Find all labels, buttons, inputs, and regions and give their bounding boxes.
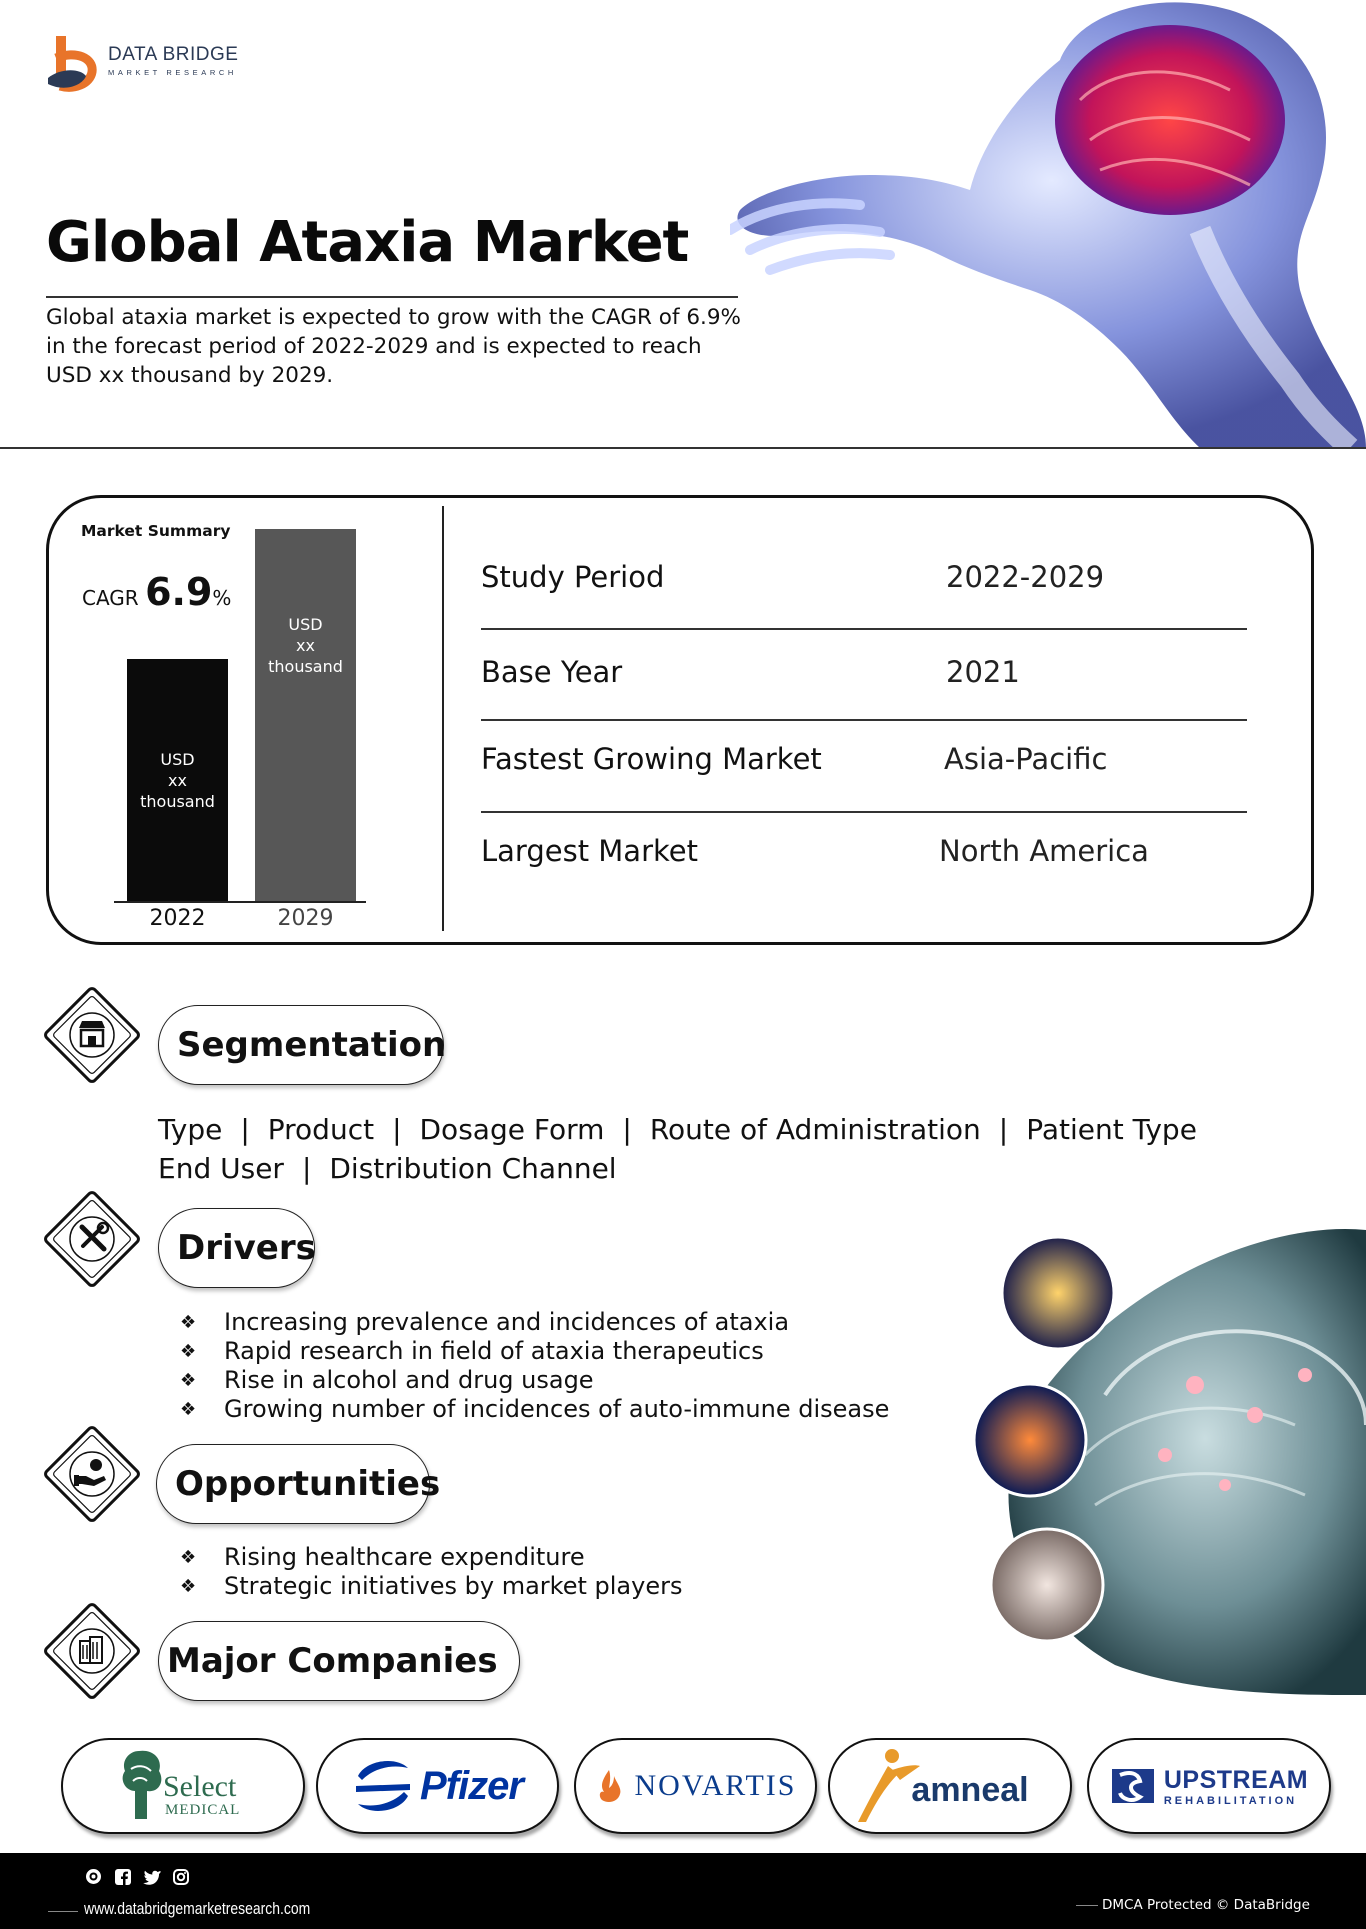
tools-icon [38,1185,146,1293]
brain-scan-illustration [965,1225,1366,1695]
novartis-name: NOVARTIS [634,1769,797,1802]
base-year-value: 2021 [946,655,1020,689]
page-title: Global Ataxia Market [46,210,689,275]
list-item: ❖ Strategic initiatives by market players [180,1572,682,1601]
title-underline [46,296,738,298]
company-logo-pfizer [316,1738,559,1834]
fastest-growing-market-value: Asia-Pacific [944,742,1108,776]
bar-chart-axis [114,901,366,903]
bar-2022-unit: thousand [140,791,215,811]
amneal-name: amneal [911,1770,1029,1809]
whatsapp-icon[interactable] [84,1867,103,1886]
list-item: ❖ Rise in alcohol and drug usage [180,1366,889,1395]
segment-product: Product [267,1113,375,1146]
bar-year-2029: 2029 [277,906,334,931]
bar-2029-unit: thousand [268,656,343,676]
website-link[interactable]: www.databridgemarketresearch.com [84,1899,311,1918]
largest-market-value: North America [939,834,1149,868]
market-summary-label: Market Summary [81,522,231,540]
social-links [84,1867,190,1886]
header-divider [0,447,1366,449]
opportunities-heading: Opportunities [156,1444,430,1524]
bar-2029-amount: xx [296,635,315,655]
company-logo-amneal [828,1738,1072,1834]
dmca-notice: DMCA Protected © DataBridge [1102,1897,1310,1913]
segmentation-heading: Segmentation [158,1005,444,1085]
upstream-logo-icon [1110,1763,1156,1809]
cagr-prefix: CAGR [82,586,139,610]
segment-route-of-administration: Route of Administration [649,1113,981,1146]
pfizer-name: Pfizer [420,1763,523,1808]
hero-head-xray-image [730,0,1366,448]
drivers-list [180,1308,889,1424]
bar-2029 [255,529,356,901]
brand-tagline: MARKET RESEARCH [108,68,237,77]
amneal-figure-icon [852,1746,922,1826]
segmentation-list-row-2: End User | Distribution Channel [158,1152,617,1185]
row-divider [481,628,1247,630]
drivers-heading: Drivers [158,1208,315,1288]
list-item: ❖ Rapid research in field of ataxia therapeutics [180,1337,889,1366]
segment-end-user: End User [158,1152,284,1185]
cagr-unit: % [212,586,232,610]
novartis-flame-icon [594,1768,624,1804]
opportunities-list [180,1543,682,1601]
bar-2029-currency: USD [288,614,323,634]
company-logo-upstream-rehabilitation [1087,1738,1331,1834]
bar-2022 [127,659,228,901]
upstream-name: UPSTREAM [1163,1765,1309,1794]
footer-right-rule [1076,1905,1098,1906]
intro-text: Global ataxia market is expected to grow with the CAGR of 6.9% in the forecast period of 2022-2029 and is expected to reach USD xx thousand by 2029. [46,305,741,388]
select-medical-sub: MEDICAL [165,1802,241,1818]
databridge-logo-icon [46,34,100,92]
cagr-readout [82,570,231,614]
brand-logo [46,34,256,94]
bar-2022-currency: USD [160,749,195,769]
instagram-icon[interactable] [171,1867,190,1886]
row-divider [481,811,1247,813]
brand-name: DATA BRIDGE [108,44,239,65]
segmentation-list-row-1: Type | Product | Dosage Form | Route of Administration | Patient Type [158,1113,1197,1146]
list-item: ❖ Increasing prevalence and incidences of ataxia [180,1308,889,1337]
segment-patient-type: Patient Type [1026,1113,1197,1146]
bar-year-2022: 2022 [149,906,206,931]
row-divider [481,719,1247,721]
card-divider [442,506,444,931]
hand-coin-icon [38,1420,146,1528]
company-logo-select-medical [61,1738,305,1834]
twitter-icon[interactable] [142,1867,161,1886]
study-period-value: 2022-2029 [946,560,1105,594]
select-medical-name: Select [163,1770,237,1803]
footer [0,1853,1366,1929]
largest-market-label: Largest Market [481,834,698,868]
facebook-icon[interactable] [113,1867,132,1886]
buildings-icon [38,1597,146,1705]
segment-dosage-form: Dosage Form [419,1113,605,1146]
upstream-sub: REHABILITATION [1163,1794,1298,1807]
segment-type: Type [158,1113,223,1146]
list-item: ❖ Growing number of incidences of auto-immune disease [180,1395,889,1424]
storefront-icon [38,981,146,1089]
base-year-label: Base Year [481,655,623,689]
list-item: ❖ Rising healthcare expenditure [180,1543,682,1572]
fastest-growing-market-label: Fastest Growing Market [481,742,822,776]
footer-left-rule [48,1911,78,1912]
pfizer-logo-icon [352,1756,414,1816]
company-logo-novartis [574,1738,817,1834]
bar-2022-amount: xx [168,770,187,790]
segment-distribution-channel: Distribution Channel [329,1152,617,1185]
cagr-value: 6.9 [145,570,213,614]
major-companies-heading: Major Companies [158,1621,520,1701]
study-period-label: Study Period [481,560,665,594]
